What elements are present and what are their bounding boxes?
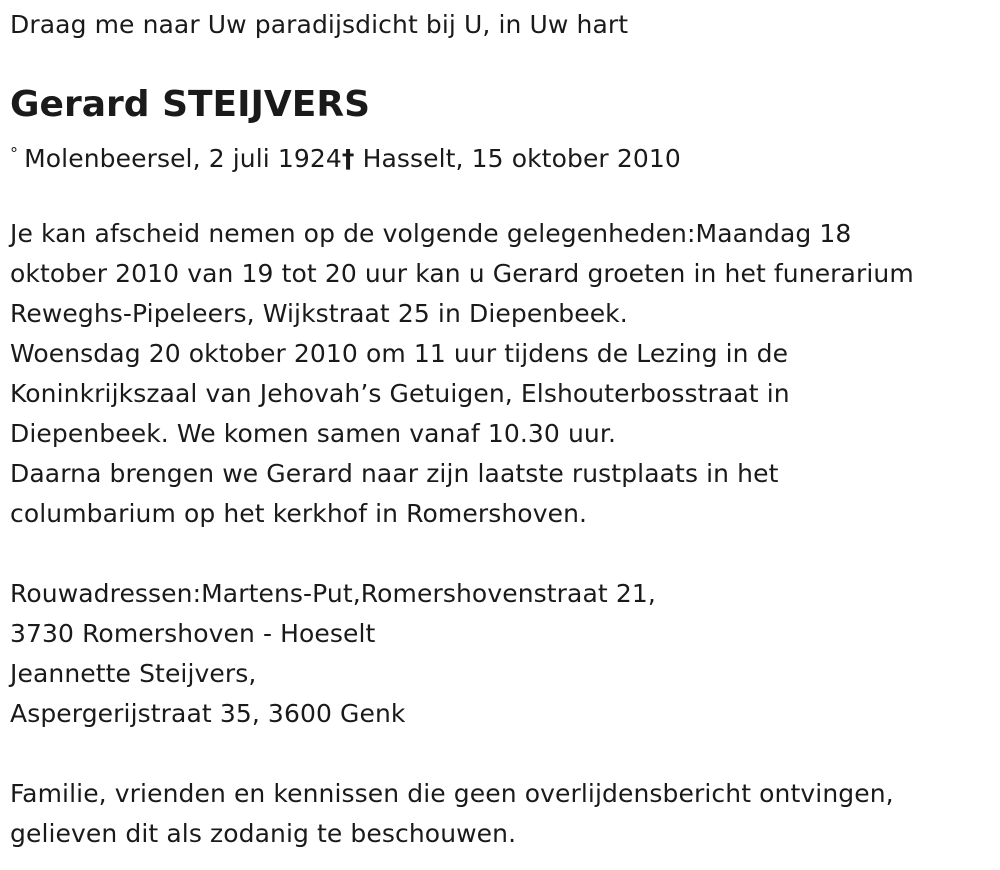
motto-text: Draag me naar Uw paradijsdicht bij U, in Uw hart <box>10 10 629 39</box>
address-line: Jeannette Steijvers, <box>10 659 257 688</box>
text-line: gelieven dit als zodanig te beschouwen. <box>10 819 517 848</box>
text-line: Diepenbeek. We komen samen vanaf 10.30 uur. <box>10 419 616 448</box>
birth-symbol: ° <box>10 144 19 163</box>
closing-note <box>10 774 894 854</box>
text-line: Reweghs-Pipeleers, Wijkstraat 25 in Diepenbeek. <box>10 299 628 328</box>
arrangements-paragraph <box>10 214 914 534</box>
address-line: Aspergerijstraat 35, 3600 Genk <box>10 699 406 728</box>
deceased-name: Gerard STEIJVERS <box>10 84 371 125</box>
death-info: Hasselt, 15 oktober 2010 <box>362 144 681 173</box>
address-line: Rouwadressen:Martens-Put,Romershovenstraat 21, <box>10 579 656 608</box>
text-line: Familie, vrienden en kennissen die geen overlijdensbericht ontvingen, <box>10 779 894 808</box>
address-line: 3730 Romershoven - Hoeselt <box>10 619 376 648</box>
life-dates <box>10 134 681 174</box>
birth-info: Molenbeersel, 2 juli 1924 <box>24 144 342 173</box>
text-line: Je kan afscheid nemen op de volgende gelegenheden:Maandag 18 <box>10 219 852 248</box>
text-line: oktober 2010 van 19 tot 20 uur kan u Gerard groeten in het funerarium <box>10 259 914 288</box>
text-line: Woensdag 20 oktober 2010 om 11 uur tijdens de Lezing in de <box>10 339 789 368</box>
text-line: columbarium op het kerkhof in Romershoven. <box>10 499 588 528</box>
text-line: Koninkrijkszaal van Jehovah’s Getuigen, Elshouterbosstraat in <box>10 379 790 408</box>
text-line: Daarna brengen we Gerard naar zijn laatste rustplaats in het <box>10 459 779 488</box>
death-cross-icon: † <box>341 144 355 173</box>
mourning-addresses <box>10 574 656 734</box>
